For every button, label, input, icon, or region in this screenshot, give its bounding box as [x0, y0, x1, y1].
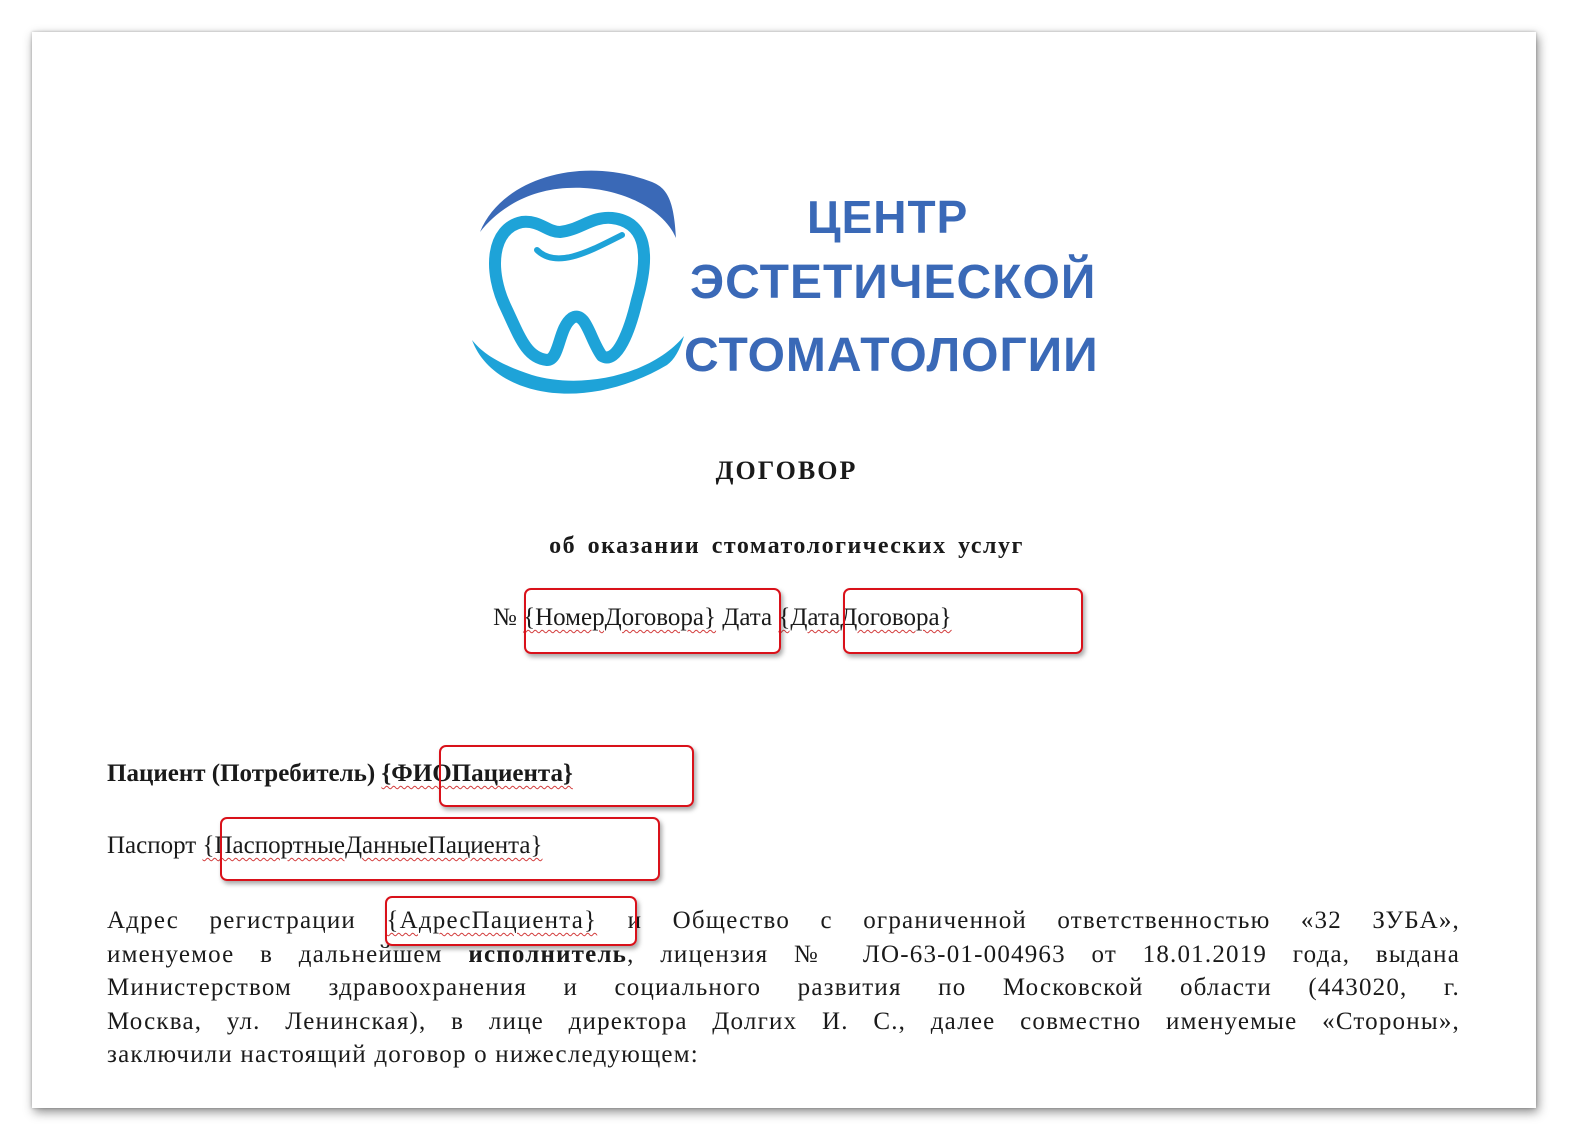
address-highlight-box — [385, 896, 637, 946]
contract-preamble — [107, 904, 1460, 1072]
patient-name-placeholder[interactable]: {ФИОПациента} — [381, 760, 573, 787]
address-after: и Общество с ограниченной ответственностью «32 ЗУБА», — [627, 907, 1460, 934]
body-line-2 — [107, 938, 1460, 972]
clinic-logo — [462, 160, 1122, 410]
body-line-3: Министерством здравоохранения и социального развития по Московской области (443020, г. — [107, 974, 1460, 1001]
patient-label: Пациент (Потребитель) — [107, 760, 376, 787]
patient-highlight-box — [439, 745, 694, 807]
passport-placeholder[interactable]: {ПаспортныеДанныеПациента} — [202, 832, 543, 859]
date-label: Дата — [722, 604, 773, 631]
contract-number-placeholder[interactable]: {НомерДоговора} — [523, 604, 717, 631]
passport-highlight-box — [220, 817, 660, 881]
logo-line-3: СТОМАТОЛОГИИ — [684, 329, 1099, 382]
date-highlight-box — [843, 588, 1083, 654]
logo-line-1: ЦЕНТР — [807, 191, 969, 243]
executor-word: исполнитель — [468, 940, 628, 968]
body-line-4: Москва, ул. Ленинская), в лице директора Долгих И. С., далее совместно именуемые «Стороны», — [107, 1007, 1460, 1035]
body-line-2-start: именуемое в дальнейшем — [107, 940, 443, 968]
document-title: ДОГОВОР — [715, 456, 858, 485]
contract-date-placeholder[interactable]: {ДатаДоговора} — [778, 604, 952, 631]
document-subtitle: об оказании стоматологических услуг — [549, 533, 1024, 559]
body-line-5: заключили настоящий договор о нижеследующем: — [107, 1041, 699, 1068]
passport-label: Паспорт — [107, 832, 197, 859]
address-label: Адрес регистрации — [107, 907, 356, 934]
number-prefix: № — [493, 604, 517, 631]
address-placeholder[interactable]: {АдресПациента} — [386, 907, 598, 934]
body-line-1 — [107, 904, 1460, 938]
tooth-icon — [462, 160, 692, 410]
body-line-2-end: , лицензия № ЛО-63-01-004963 от 18.01.2019 года, выдана — [627, 940, 1460, 968]
logo-line-2: ЭСТЕТИЧЕСКОЙ — [690, 256, 1097, 309]
number-highlight-box — [524, 588, 781, 654]
